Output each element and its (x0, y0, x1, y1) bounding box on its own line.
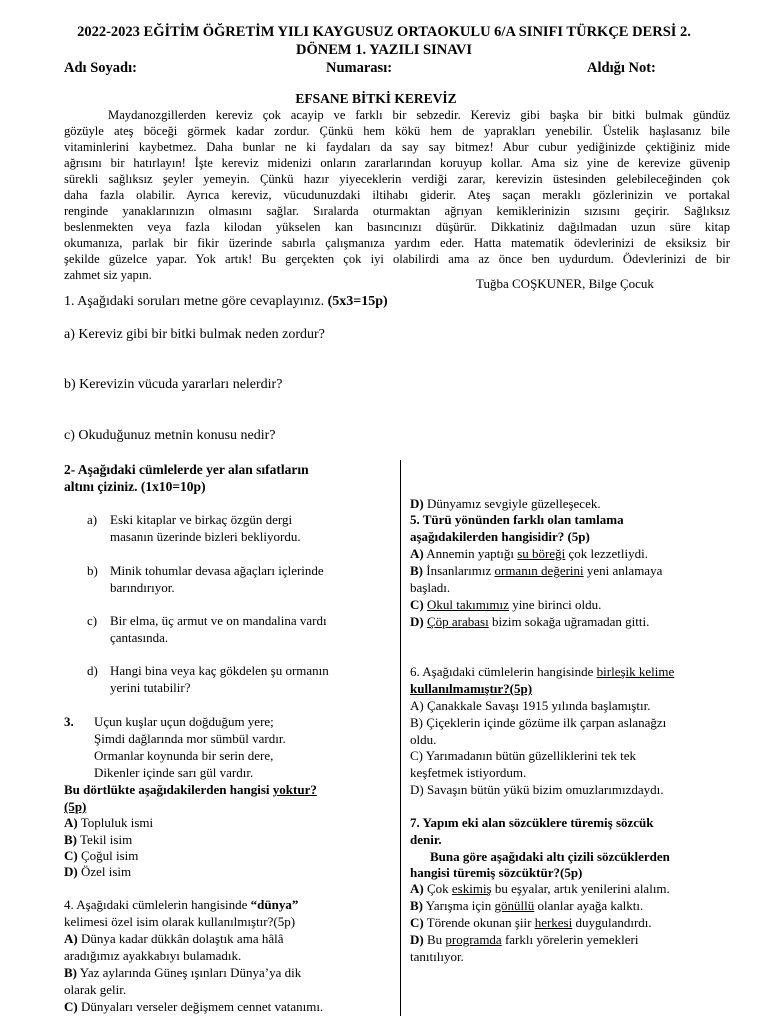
question-4-line2: kelimesi özel isim olarak kullanılmıştır?(5p) (64, 914, 296, 929)
q3-points: (5p) (64, 799, 87, 814)
grade-label: Aldığı Not: (587, 60, 656, 76)
option-text: bizim sokağa uğramadan gitti. (488, 614, 650, 629)
q2-item-label: c) (87, 613, 98, 628)
question-2-line2: altını çiziniz. (1x10=10p) (64, 479, 206, 494)
q3-poem-line: Dikenler içinde sarı gül vardır. (94, 765, 254, 780)
q3-poem-line: Uçun kuşlar uçun doğduğum yere; (94, 714, 274, 729)
q4-option-b (64, 965, 301, 981)
q2-item-text: Bir elma, üç armut ve on mandalina vardı (110, 613, 327, 628)
option-key: C) (410, 915, 424, 930)
option-key: A) (410, 546, 424, 561)
q2-item-label: d) (87, 663, 98, 678)
q3-prompt-text: Bu dörtlükte aşağıdakilerden hangisi (64, 782, 273, 797)
q1-points: (5x3=15p) (327, 294, 388, 309)
column-divider (400, 460, 401, 1016)
option-underlined: programda (445, 932, 502, 947)
passage-title: EFSANE BİTKİ KEREVİZ (295, 91, 457, 106)
passage-body (64, 107, 730, 283)
q4-option-d (410, 496, 601, 512)
option-text: Tekil isim (77, 832, 133, 847)
question-1-prompt (64, 294, 388, 310)
q6-option-c: C) Yarımadanın bütün güzelliklerini tek tek (410, 748, 637, 763)
q4-option-b-cont: olarak gelir. (64, 982, 127, 997)
q5-option-a (410, 546, 648, 562)
option-key: D) (410, 932, 424, 947)
q3-poem-line: Ormanlar koynunda bir serin dere, (94, 748, 274, 763)
question-4-line1 (64, 897, 298, 913)
q7-option-d-cont: tanıtılıyor. (410, 949, 464, 964)
q2-item-text: Eski kitaplar ve birkaç özgün dergi (110, 512, 293, 527)
passage-line: şekilde güzelce yapar. Yok artık! Bu gerçekten çok iyi olabilirdi ama az önce ben uydurdum. Ödevlerinizi de bir (64, 252, 730, 266)
passage-line: ağrısını bir hatırlayın! İşte kereviz midenizi onların zararlarından koruyup kollar. Ama siz yine de kerevize güvenip (64, 156, 730, 170)
q2-item-text: masanın üzerinde bizleri bekliyordu. (110, 529, 301, 544)
q5-option-b-cont: başladı. (410, 580, 451, 595)
q2-item-text: barındırıyor. (110, 580, 175, 595)
q5-option-b (410, 563, 662, 579)
option-underlined: ormanın değerini (494, 563, 584, 578)
option-key: A) (410, 881, 424, 896)
option-key: C) (64, 848, 78, 863)
option-key: A) (64, 815, 78, 830)
option-underlined: eskimiş (451, 881, 492, 896)
question-1b: b) Kerevizin vücuda yararları nelerdir? (64, 377, 283, 392)
passage-line: daha fazla olabilir. Ayrıca kereviz, vücudunuzdaki iltihabı giderir. Ateş saçan meraklı gözlerinizin ve portakal (64, 188, 730, 202)
q2-item-text: yerini tutabilir? (110, 680, 191, 695)
option-underlined: Çöp arabası (426, 614, 489, 629)
question-7-line1: 7. Yapım eki alan sözcüklere türemiş sözcük (410, 815, 654, 830)
q4-option-c (64, 999, 323, 1015)
passage-line: zahmet siz yapın. (64, 268, 152, 282)
question-6-line1 (410, 664, 674, 680)
q7-option-a (410, 881, 670, 897)
option-text: Dünyamız sevgiyle güzelleşecek. (423, 496, 601, 511)
option-key: C) (410, 597, 424, 612)
q5-option-c (410, 597, 601, 613)
question-5-line2: aşağıdakilerden hangisidir? (5p) (410, 529, 590, 544)
option-key: D) (410, 614, 424, 629)
q4-option-a-cont: aradığımız ayakkabıyı bulamadık. (64, 948, 242, 963)
question-1a: a) Kereviz gibi bir bitki bulmak neden zordur? (64, 327, 325, 342)
option-key: B) (64, 832, 77, 847)
option-key: B) (410, 898, 423, 913)
passage-line: Maydanozgillerden kereviz çok acayip ve farklı bir sebzedir. Kereviz gibi başka bir bitki bulmak gündüz (108, 108, 730, 122)
question-7-line4: hangisi türemiş sözcüktür?(5p) (410, 865, 583, 880)
q1-prompt-text: 1. Aşağıdaki soruları metne göre cevaplayınız. (64, 294, 328, 309)
option-text: Özel isim (77, 864, 132, 879)
exam-title-line2: DÖNEM 1. YAZILI SINAVI (296, 42, 472, 58)
q4-option-a (64, 931, 283, 947)
passage-line: renginde yanaklarınızın olmasını sağlar. Sıralarda oturmaktan ağrıyan kemiklerinizin sızısını geçirir. Sağlıksız (64, 204, 730, 218)
q2-item-label: b) (87, 563, 98, 578)
q3-prompt-underlined: yoktur? (272, 782, 317, 797)
option-text: Çok (423, 881, 452, 896)
option-text: Dünyaları verseler değişmem cennet vatanımı. (77, 999, 324, 1014)
q6-option-a: A) Çanakkale Savaşı 1915 yılında başlamıştır. (410, 698, 651, 713)
option-key: C) (64, 999, 78, 1014)
question-3-prompt (64, 782, 317, 798)
q7-option-b (410, 898, 643, 914)
q3-option-a (64, 815, 153, 831)
option-text: bu eşyalar, artık yenilerini alalım. (491, 881, 670, 896)
option-text: duygulandırdı. (572, 915, 652, 930)
q3-poem-line: Şimdi dağlarında mor sümbül vardır. (94, 731, 286, 746)
q5-option-d (410, 614, 649, 630)
option-text: Yaz aylarında Güneş ışınları Dünya’ya dik (77, 965, 302, 980)
option-text: Törende okunan şiir (423, 915, 535, 930)
question-6-line2: kullanılmamıştır?(5p) (410, 681, 533, 696)
option-underlined: su böreği (517, 546, 566, 561)
q7-option-d (410, 932, 639, 948)
option-text: Yarışma için (423, 898, 495, 913)
q3-option-d (64, 864, 131, 880)
q2-item-text: çantasında. (110, 630, 169, 645)
option-text: Dünya kadar dükkân dolaştık ama hâlâ (77, 931, 284, 946)
option-key: B) (64, 965, 77, 980)
option-underlined: gönüllü (494, 898, 535, 913)
number-label: Numarası: (326, 60, 393, 76)
option-text: yeni anlamaya (583, 563, 663, 578)
q4-prompt-text: 4. Aşağıdaki cümlelerin hangisinde (64, 897, 251, 912)
passage-line: vitaminlerini kaybetmez. Daha bunlar ne ki faydaları da say say bitmez! Abur cubur yediğinizde çektiğiniz mide (64, 140, 730, 154)
q2-item-text: Hangi bina veya kaç gökdelen şu ormanın (110, 663, 329, 678)
q2-item-text: Minik tohumlar devasa ağaçları içlerinde (110, 563, 324, 578)
option-key: A) (64, 931, 78, 946)
question-3-number: 3. (64, 714, 74, 729)
passage-line: gözüyle ateş böceği görmek kadar zordur. Çünkü hem kökü hem de yaprakları yenebilir. Üstelik haşlasanız bile (64, 124, 730, 138)
option-text: Çoğul isim (77, 848, 139, 863)
q3-option-c (64, 848, 138, 864)
q3-option-b (64, 832, 132, 848)
option-underlined: herkesi (534, 915, 573, 930)
question-5-line1: 5. Türü yönünden farklı olan tamlama (410, 512, 624, 527)
option-key: D) (410, 496, 424, 511)
option-underlined: Okul takımımız (426, 597, 509, 612)
q6-option-c-cont: keşfetmek istiyordum. (410, 765, 527, 780)
passage-line: okumanıza, parlak bir fikir üzerinde sabırla çalışmanıza yardım eder. Hatta matematik ödevlerinizi de eksiksiz bir (64, 236, 730, 250)
option-text: Topluluk ismi (77, 815, 154, 830)
option-text: çok lezzetliydi. (565, 546, 648, 561)
option-text: Bu (423, 932, 446, 947)
option-text: yine birinci oldu. (508, 597, 602, 612)
option-text: Annemin yaptığı (423, 546, 518, 561)
question-2-line1: 2- Aşağıdaki cümlelerde yer alan sıfatların (64, 462, 309, 477)
name-label: Adı Soyadı: (64, 60, 137, 76)
q6-keyword: birleşik kelime (596, 664, 675, 679)
option-key: B) (410, 563, 423, 578)
question-1c: c) Okuduğunuz metnin konusu nedir? (64, 428, 276, 443)
q6-prompt-text: 6. Aşağıdaki cümlelerin hangisinde (410, 664, 597, 679)
question-7-line3: Buna göre aşağıdaki altı çizili sözcüklerden (430, 849, 670, 864)
q2-item-label: a) (87, 512, 98, 527)
passage-line: beslenmekten veya fazla kilodan yükselen kan basıncınızı düşürür. Dikkatiniz dağılmadan uzun süre kitap (64, 220, 730, 234)
passage-author: Tuğba COŞKUNER, Bilge Çocuk (476, 276, 654, 291)
question-7-line2: denir. (410, 832, 442, 847)
option-key: D) (64, 864, 78, 879)
q7-option-c (410, 915, 652, 931)
q6-option-b-cont: oldu. (410, 732, 437, 747)
q6-option-d: D) Savaşın bütün yükü bizim omuzlarımızdaydı. (410, 782, 664, 797)
q4-keyword: “dünya” (250, 897, 299, 912)
option-text: farklı yörelerin yemekleri (501, 932, 639, 947)
q6-option-b: B) Çiçeklerin içinde gözüme ilk çarpan aslanağzı (410, 715, 667, 730)
option-text: olanlar ayağa kalktı. (534, 898, 644, 913)
option-text: İnsanlarımız (423, 563, 495, 578)
passage-line: sürekli sağlıksız şeyler yemeyin. Çünkü hazır yiyeceklerin verdiği zarar, kerevizin üstesinden gelebileceğinden çok (64, 172, 730, 186)
exam-title-line1: 2022-2023 EĞİTİM ÖĞRETİM YILI KAYGUSUZ ORTAOKULU 6/A SINIFI TÜRKÇE DERSİ 2. (77, 24, 691, 40)
